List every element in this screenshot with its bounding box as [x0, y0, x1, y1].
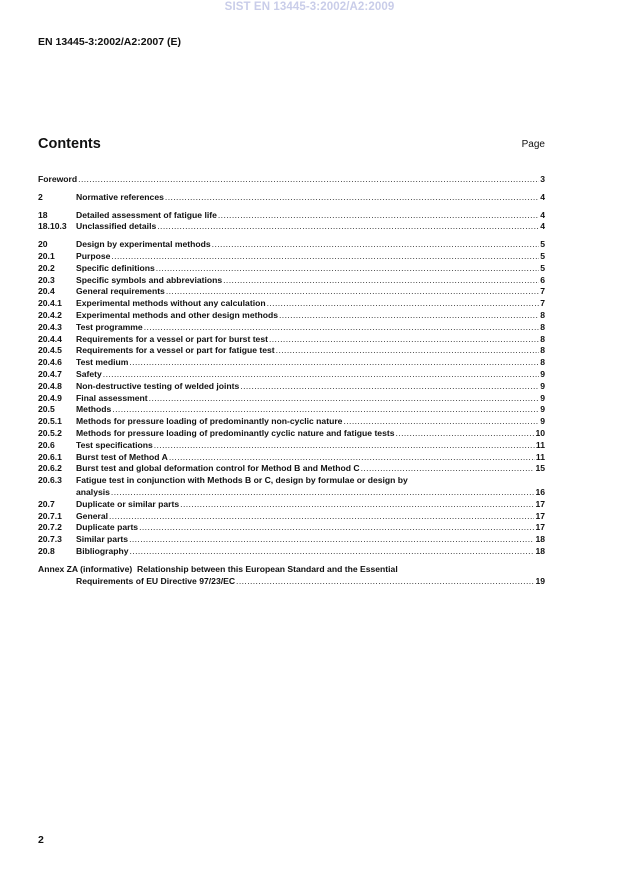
toc-entry[interactable] [38, 463, 545, 475]
toc-entry-number: 20.4.9 [38, 392, 62, 403]
toc-entry-page: 18 [535, 545, 545, 556]
dot-leader [129, 534, 534, 546]
toc-entry-title: Methods for pressure loading of predominantly cyclic nature and fatigue tests [76, 427, 395, 438]
toc-entry-number: 20.4.5 [38, 345, 62, 356]
toc-entry[interactable] [38, 210, 545, 222]
toc-entry[interactable] [38, 298, 545, 310]
toc-entry-foreword[interactable] [38, 174, 545, 186]
dot-leader [144, 322, 540, 334]
toc-entry-title-continuation: Requirements of EU Directive 97/23/EC [76, 575, 236, 586]
toc-entry-page: 11 [535, 439, 545, 450]
toc-entry-title: Safety [76, 368, 102, 379]
toc-entry-number: 20.5.1 [38, 416, 62, 427]
toc-entry[interactable] [38, 286, 545, 298]
toc-entry[interactable] [38, 475, 545, 487]
toc-entry-page: 8 [540, 321, 545, 332]
toc-entry-page: 11 [535, 451, 545, 462]
toc-entry-number: 20.7.3 [38, 534, 62, 545]
toc-entry-number: 2 [38, 191, 43, 202]
toc-entry-title: Design by experimental methods [76, 239, 211, 250]
toc-entry[interactable] [38, 404, 545, 416]
toc-entry-page: 15 [535, 463, 545, 474]
dot-leader [139, 522, 534, 534]
toc-entry-title: Final assessment [76, 392, 148, 403]
toc-entry-title: Purpose [76, 250, 111, 261]
toc-entry[interactable] [38, 522, 545, 534]
toc-entry-number: 20.4 [38, 286, 55, 297]
toc-entry-title: Specific definitions [76, 262, 155, 273]
dot-leader [276, 345, 540, 357]
toc-entry[interactable] [38, 322, 545, 334]
toc-entry-page: 5 [540, 250, 545, 261]
dot-leader [103, 369, 539, 381]
dot-leader [112, 404, 539, 416]
toc-entry-page: 5 [540, 239, 545, 250]
toc-entry[interactable] [38, 345, 545, 357]
contents-heading: Contents [38, 136, 101, 152]
toc-entry-number: 18 [38, 209, 48, 220]
toc-entry-number: 20.5.2 [38, 427, 62, 438]
dot-leader [279, 310, 539, 322]
toc-entry-title: Similar parts [76, 534, 129, 545]
toc-entry-number: 18.10.3 [38, 221, 67, 232]
toc-entry-page: 10 [535, 427, 545, 438]
dot-leader [157, 221, 539, 233]
page-column-label: Page [521, 139, 545, 150]
toc-entry-title: Fatigue test in conjunction with Methods B or C, design by formulae or design by [76, 475, 408, 486]
toc-entry-number: 20.6.3 [38, 475, 62, 486]
toc-entry-number: 20.3 [38, 274, 55, 285]
toc-entry[interactable] [38, 546, 545, 558]
toc-entry-title: Detailed assessment of fatigue life [76, 209, 217, 220]
toc-entry-title: Normative references [76, 191, 164, 202]
toc-entry-page: 16 [535, 486, 545, 497]
toc-entry-title: Methods for pressure loading of predominantly non-cyclic nature [76, 416, 343, 427]
dot-leader [240, 381, 539, 393]
dot-leader [165, 192, 539, 204]
dot-leader [267, 298, 540, 310]
toc-entry-number: 20.6 [38, 439, 55, 450]
toc-entry-number: 20.7.2 [38, 522, 62, 533]
toc-entry[interactable] [38, 416, 545, 428]
dot-leader [166, 286, 539, 298]
dot-leader [212, 239, 540, 251]
toc-entry[interactable] [38, 369, 545, 381]
toc-entry-page: 17 [535, 498, 545, 509]
toc-entry-annex-za[interactable] [38, 564, 545, 576]
table-of-contents [38, 174, 545, 587]
toc-entry[interactable] [38, 275, 545, 287]
toc-entry-continuation[interactable] [38, 576, 545, 588]
dot-leader [361, 463, 535, 475]
toc-entry[interactable] [38, 310, 545, 322]
toc-entry-page: 4 [540, 221, 545, 232]
dot-leader [111, 487, 535, 499]
toc-entry-number: 20.4.7 [38, 368, 62, 379]
toc-entry-title: Specific symbols and abbreviations [76, 274, 223, 285]
toc-entry[interactable] [38, 239, 545, 251]
toc-entry[interactable] [38, 381, 545, 393]
dot-leader [154, 440, 535, 452]
toc-entry-title: Burst test and global deformation control for Method B and Method C [76, 463, 360, 474]
dot-leader [223, 275, 539, 287]
toc-entry-number: 20.5 [38, 404, 55, 415]
toc-entry-title: Unclassified details [76, 221, 157, 232]
dot-leader [149, 393, 540, 405]
toc-entry-title: Bibliography [76, 545, 129, 556]
toc-entry-title: Requirements for a vessel or part for fatigue test [76, 345, 275, 356]
toc-entry-page: 4 [540, 209, 545, 220]
toc-entry-title: Experimental methods and other design methods [76, 309, 278, 320]
toc-entry-page: 8 [540, 309, 545, 320]
document-id: EN 13445-3:2002/A2:2007 (E) [38, 36, 182, 48]
toc-entry[interactable] [38, 357, 545, 369]
toc-entry-continuation[interactable] [38, 487, 545, 499]
toc-entry-number: 20 [38, 239, 48, 250]
toc-entry-title: Burst test of Method A [76, 451, 168, 462]
toc-entry-title: Non-destructive testing of welded joints [76, 380, 240, 391]
dot-leader [78, 174, 539, 186]
toc-entry[interactable] [38, 499, 545, 511]
toc-entry-number: 20.2 [38, 262, 55, 273]
toc-entry-title: Test medium [76, 357, 129, 368]
toc-entry-page: 9 [540, 368, 545, 379]
toc-entry-title: Experimental methods without any calculation [76, 298, 266, 309]
toc-entry[interactable] [38, 192, 545, 204]
toc-entry-page: 4 [540, 191, 545, 202]
watermark: SIST EN 13445-3:2002/A2:2009 [224, 1, 395, 13]
dot-leader [156, 263, 539, 275]
toc-entry-title: Test specifications [76, 439, 153, 450]
toc-entry-page: 9 [540, 380, 545, 391]
toc-entry[interactable] [38, 263, 545, 275]
toc-entry-page: 9 [540, 404, 545, 415]
toc-entry-page: 6 [540, 274, 545, 285]
dot-leader [130, 546, 535, 558]
dot-leader [109, 511, 534, 523]
toc-entry-title: General [76, 510, 109, 521]
toc-entry-title-continuation: analysis [76, 486, 110, 497]
toc-entry-number: 20.6.1 [38, 451, 62, 462]
toc-entry[interactable] [38, 251, 545, 263]
toc-entry-number: 20.7 [38, 498, 55, 509]
toc-entry-number: 20.6.2 [38, 463, 62, 474]
toc-entry[interactable] [38, 428, 545, 440]
dot-leader [180, 499, 534, 511]
toc-entry-number: 20.4.1 [38, 298, 62, 309]
dot-leader [169, 452, 535, 464]
toc-entry[interactable] [38, 511, 545, 523]
toc-entry-title: Annex ZA (informative) Relationship between this European Standard and the Essential [38, 563, 398, 574]
toc-entry-page: 8 [540, 333, 545, 344]
toc-entry-title: Test programme [76, 321, 143, 332]
toc-entry-page: 5 [540, 262, 545, 273]
toc-entry-page: 18 [535, 534, 545, 545]
toc-entry-page: 7 [540, 298, 545, 309]
toc-entry[interactable] [38, 334, 545, 346]
toc-entry[interactable] [38, 452, 545, 464]
toc-entry-number: 20.4.8 [38, 380, 62, 391]
dot-leader [343, 416, 539, 428]
toc-entry-page: 17 [535, 522, 545, 533]
toc-entry-title: Duplicate parts [76, 522, 139, 533]
toc-entry-title: General requirements [76, 286, 165, 297]
toc-entry-page: 3 [540, 174, 545, 184]
toc-entry-page: 17 [535, 510, 545, 521]
toc-entry[interactable] [38, 440, 545, 452]
toc-entry-page: 19 [535, 575, 545, 586]
dot-leader [396, 428, 535, 440]
toc-entry-title: Foreword [38, 174, 78, 184]
toc-entry-page: 8 [540, 345, 545, 356]
toc-entry-title: Requirements for a vessel or part for burst test [76, 333, 268, 344]
toc-entry-number: 20.1 [38, 250, 55, 261]
toc-entry[interactable] [38, 393, 545, 405]
dot-leader [218, 210, 539, 222]
toc-entry-number: 20.4.6 [38, 357, 62, 368]
toc-entry-page: 8 [540, 357, 545, 368]
toc-entry-title: Duplicate or similar parts [76, 498, 180, 509]
toc-entry-page: 9 [540, 392, 545, 403]
toc-entry-number: 20.8 [38, 545, 55, 556]
toc-entry-page: 9 [540, 416, 545, 427]
toc-entry-number: 20.4.2 [38, 309, 62, 320]
dot-leader [269, 334, 539, 346]
toc-entry-number: 20.4.4 [38, 333, 62, 344]
toc-entry-number: 20.4.3 [38, 321, 62, 332]
dot-leader [236, 576, 534, 588]
toc-entry-number: 20.7.1 [38, 510, 62, 521]
toc-entry[interactable] [38, 221, 545, 233]
toc-entry[interactable] [38, 534, 545, 546]
toc-entry-page: 7 [540, 286, 545, 297]
toc-entry-title: Methods [76, 404, 112, 415]
page-number: 2 [38, 834, 44, 846]
dot-leader [129, 357, 539, 369]
dot-leader [111, 251, 539, 263]
